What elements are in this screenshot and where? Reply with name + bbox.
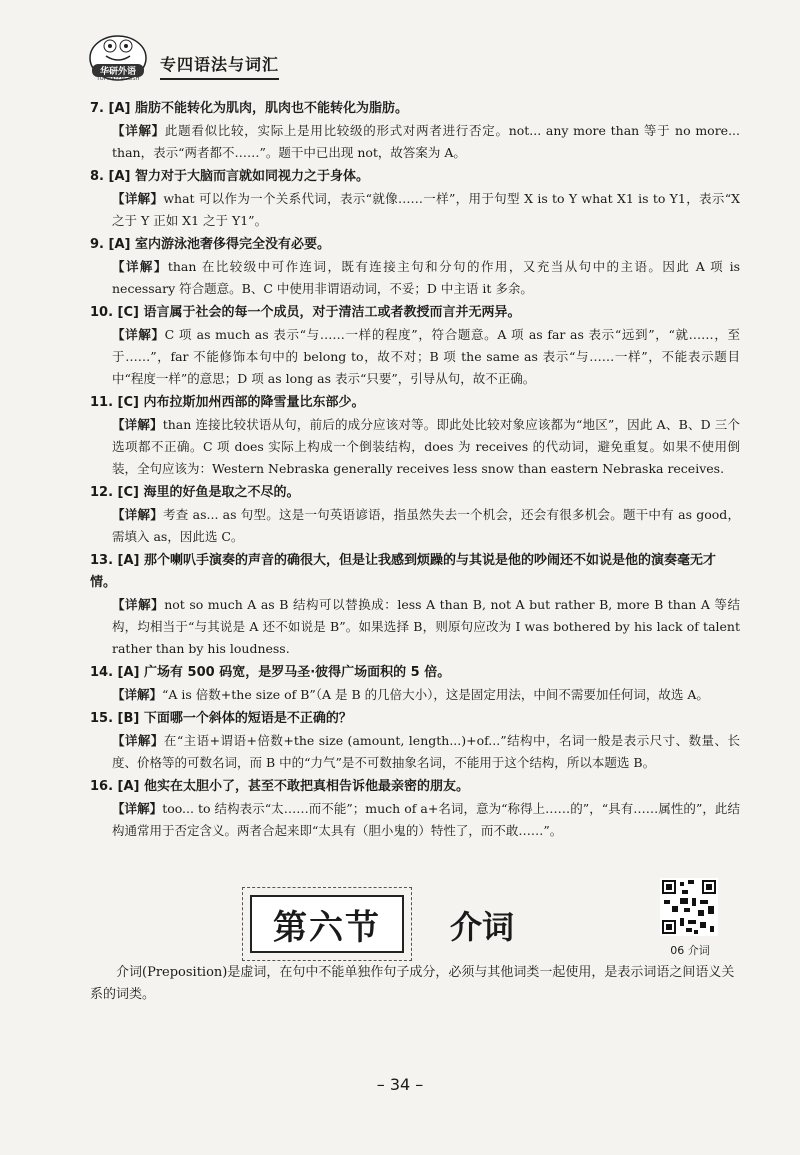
answer-item [90,776,740,842]
page-number: – 34 – [376,1075,424,1094]
explanation [90,594,740,660]
explanation [90,120,740,164]
question-line: 9. [A] 室内游泳池奢侈得完全没有必要。 [90,237,330,252]
answer-list [90,98,740,844]
question-line: 11. [C] 内布拉斯加州西部的降雪量比东部少。 [90,395,365,410]
question-line: 15. [B] 下面哪一个斜体的短语是不正确的？ [90,711,352,726]
detail-tag: 【详解】 [112,597,165,612]
answer-item [90,392,740,480]
intro-paragraph: 介词(Preposition)是虚词，在句中不能单独作句子成分，必须与其他词类一起使用，是表示词语之间语义关系的词类。 [90,965,735,1002]
question-line: 16. [A] 他实在太胆小了，甚至不敢把真相告诉他最亲密的朋友。 [90,779,470,794]
section-heading [250,890,550,960]
answer-item [90,708,740,774]
detail-tag: 【详解】 [112,507,163,522]
detail-text: not so much A as B 结构可以替换成：less A than B, not A but rather B, more B than A 等结构，均相当于“与其说是 A 还不如说是 B”。如果选择 B，则原句应改为 I was bothered by his lack of talent rather than by his loudness. [112,597,740,656]
section-number-box [250,895,404,953]
answer-item [90,234,740,300]
explanation [90,414,740,480]
detail-tag: 【详解】 [112,259,168,274]
detail-text: 考查 as... as 句型。这是一句英语谚语，指虽然失去一个机会，还会有很多机会。题干中有 as good，需填入 as，因此选 C。 [112,507,740,544]
logo-text: 华研外语 [99,67,136,77]
explanation [90,730,740,774]
detail-tag: 【详解】 [112,417,163,432]
header-title: 专四语法与词汇 [160,52,279,80]
detail-tag: 【详解】 [112,191,164,206]
explanation [90,798,740,842]
detail-text: than 连接比较状语从句，前后的成分应该对等。即此处比较对象应该都为“地区”，因此 A、B、D 三个选项都不正确。C 项 does 实际上构成一个倒装结构，does 为 receives 的代动词，避免重复。如果不使用倒装，全句应该为：Western Nebraska generally receives less snow than eastern Nebraska receives. [112,417,740,476]
detail-tag: 【详解】 [112,801,163,816]
answer-item [90,550,740,660]
detail-text: 在“主语+谓语+倍数+the size (amount, length...)+of...”结构中，名词一般是表示尺寸、数量、长度、价格等的可数名词，而 B 中的“力气”是不可数抽象名词，不能用于这个结构，所以本题选 B。 [112,733,740,770]
detail-text: what 可以作为一个关系代词，表示“就像……一样”，用于句型 X is to Y what X1 is to Y1，表示“X 之于 Y 正如 X1 之于 Y1”。 [112,191,740,228]
question-line: 14. [A] 广场有 500 码宽，是罗马圣·彼得广场面积的 5 倍。 [90,665,451,680]
logo-subtext: TOPWAYENGLISH [96,76,140,82]
question-line: 10. [C] 语言属于社会的每一个成员，对于清洁工或者教授而言并无两异。 [90,305,521,320]
question-line: 7. [A] 脂肪不能转化为肌肉，肌肉也不能转化为脂肪。 [90,101,408,116]
detail-tag: 【详解】 [112,123,165,138]
answer-item [90,98,740,164]
answer-item [90,302,740,390]
qr-code-icon[interactable] [660,878,718,936]
question-line: 8. [A] 智力对于大脑而言就如同视力之于身体。 [90,169,369,184]
detail-text: too... to 结构表示“太……而不能”；much of a+名词，意为“称得上……的”，“具有……属性的”，此结构通常用于否定含义。两者合起来即“太具有（胆小鬼的）特性了，而不敢……”。 [112,801,740,838]
section-name: 介词 [450,908,515,946]
explanation [90,504,740,548]
detail-tag: 【详解】 [112,687,163,702]
explanation [90,684,740,706]
detail-text: 此题看似比较，实际上是用比较级的形式对两者进行否定。not... any more than 等于 no more... than，表示“两者都不……”。题干中已出现 not，故答案为 A。 [112,123,740,160]
page-header [88,30,288,90]
qr-label: 06 介词 [670,944,710,957]
explanation [90,324,740,390]
detail-text: C 项 as much as 表示“与……一样的程度”，符合题意。A 项 as far as 表示“远到”，“就……，至于……”，far 不能修饰本句中的 belong to，故不对；B 项 the same as 表示“与……一样”，不能表示题目中“程度一样”的意思；D 项 as long as 表示“只要”，引导从句，故不正确。 [112,327,740,386]
question-line: 13. [A] 那个喇叭手演奏的声音的确很大，但是让我感到烦躁的与其说是他的吵闹还不如说是他的演奏毫无才情。 [90,553,717,590]
section-number: 第六节 [273,907,381,948]
detail-text: than 在比较级中可作连词，既有连接主句和分句的作用，又充当从句中的主语。因此 A 项 is necessary 符合题意。B、C 中使用非谓语动词，不妥；D 中主语 it 多余。 [112,259,740,296]
answer-item [90,482,740,548]
answer-item [90,166,740,232]
question-line: 12. [C] 海里的好鱼是取之不尽的。 [90,485,300,500]
detail-tag: 【详解】 [112,733,164,748]
explanation [90,188,740,232]
detail-text: “A is 倍数+the size of B”（A 是 B 的几倍大小），这是固定用法，中间不需要加任何词，故选 A。 [162,687,709,702]
detail-tag: 【详解】 [112,327,165,342]
answer-item [90,662,740,706]
explanation [90,256,740,300]
